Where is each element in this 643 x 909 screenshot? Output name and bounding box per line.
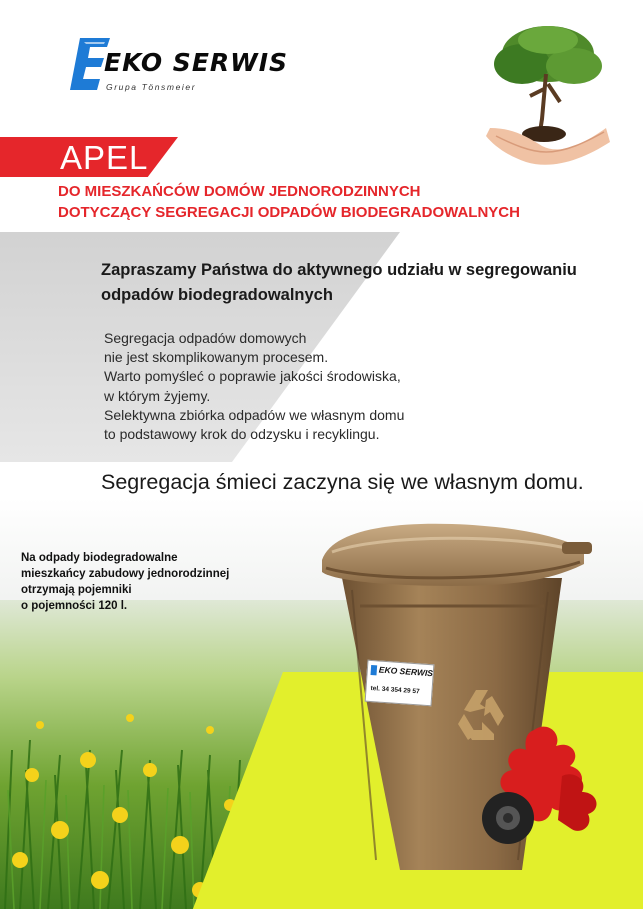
sticker-e-mark-icon [370, 665, 377, 675]
bin-sticker [365, 660, 435, 707]
note-line: mieszkańcy zabudowy jednorodzinnej [21, 568, 230, 580]
invitation-line: odpadów biodegradowalnych [101, 286, 333, 304]
apel-title: APEL [60, 139, 149, 176]
brown-waste-bin [312, 520, 612, 890]
bin-capacity-note [21, 550, 229, 614]
appeal-subheading [58, 181, 520, 223]
logo-subtitle: Grupa Tönsmeier [106, 82, 197, 92]
note-line: Na odpady biodegradowalne [21, 552, 178, 564]
eko-serwis-logo [70, 38, 310, 96]
invitation-heading [101, 258, 577, 308]
body-line: w którym żyjemy. [104, 387, 211, 404]
subheading-line: DO MIESZKAŃCÓW DOMÓW JEDNORODZINNYCH [58, 183, 421, 200]
body-line: Segregacja odpadów domowych [104, 330, 307, 346]
body-line: to podstawowy krok do odzysku i recyklingu. [104, 426, 380, 443]
note-line: o pojemności 120 l. [21, 600, 128, 612]
body-paragraph [104, 329, 404, 444]
invitation-line: Zapraszamy Państwa do aktywnego udziału w segregowaniu [101, 261, 577, 279]
tree-in-hands-icon [482, 24, 614, 170]
subheading-line: DOTYCZĄCY SEGREGACJI ODPADÓW BIODEGRADOWALNYCH [58, 204, 520, 221]
sticker-brand: EKO SERWIS [378, 664, 434, 679]
body-line: Warto pomyśleć o poprawie jakości środowiska, [104, 368, 401, 385]
slogan: Segregacja śmieci zaczyna się we własnym domu. [101, 470, 584, 494]
body-line: Selektywna zbiórka odpadów we własnym domu [104, 406, 405, 423]
note-line: otrzymają pojemniki [21, 584, 132, 596]
logo-brand-text: EKO SERWIS [104, 48, 289, 77]
sticker-phone: tel. 34 354 29 57 [370, 685, 420, 696]
body-line: nie jest skomplikowanym procesem. [104, 349, 329, 366]
